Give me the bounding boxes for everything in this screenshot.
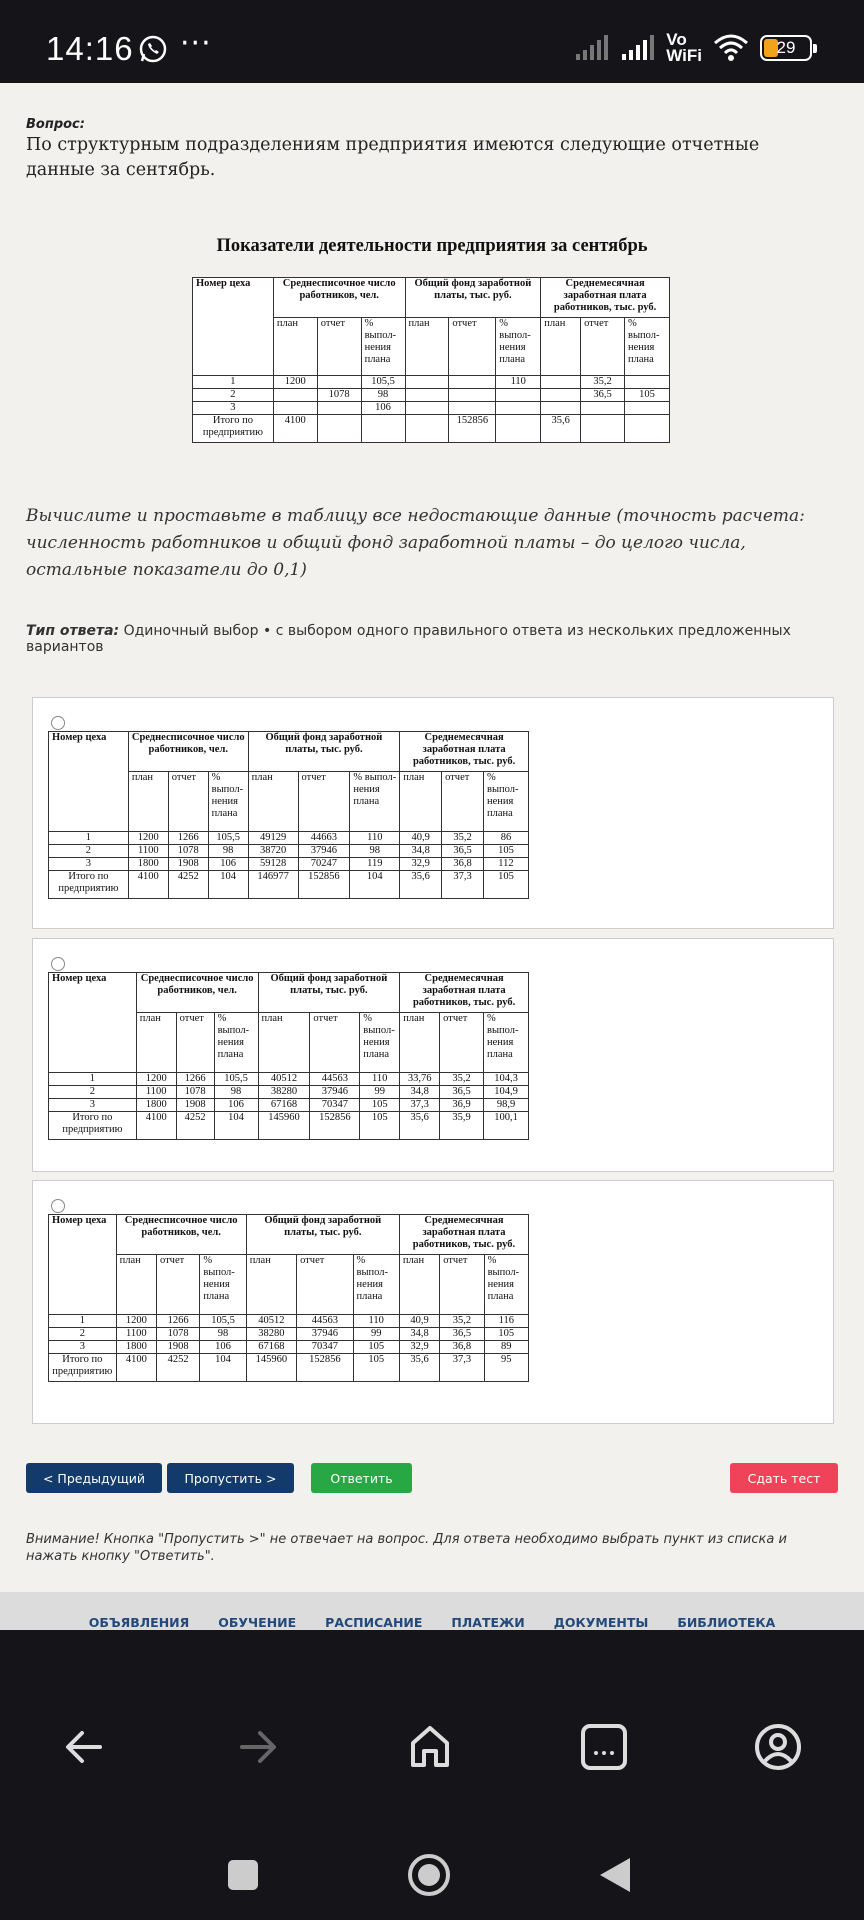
table-row (49, 1112, 529, 1140)
header-report: отчет (168, 772, 208, 832)
table-cell: 4100 (136, 1112, 176, 1140)
question-label: Вопрос: (26, 117, 85, 132)
table-cell: 40512 (258, 1073, 310, 1086)
table-row (193, 376, 670, 389)
table-row (193, 415, 670, 443)
header-salary: Среднемесячная заработная плата работников, тыс. руб. (400, 732, 529, 772)
shop-number-cell: Итого по предприятию (49, 1112, 137, 1140)
table-cell: 70247 (298, 858, 350, 871)
table-cell: 40,9 (400, 832, 442, 845)
table-cell: 145960 (246, 1354, 296, 1382)
table-cell: 1200 (116, 1315, 156, 1328)
table-cell: 105 (360, 1112, 400, 1140)
header-workers: Среднесписочное число работников, чел. (136, 973, 258, 1013)
table-cell: 40,9 (399, 1315, 439, 1328)
table-cell: 38280 (258, 1086, 310, 1099)
table-cell (624, 402, 669, 415)
table-cell (581, 402, 625, 415)
option-3-table-body (49, 1315, 529, 1382)
table-cell (581, 415, 625, 443)
table-cell (496, 389, 541, 402)
table-cell: 40512 (246, 1315, 296, 1328)
table-cell: 35,9 (440, 1112, 484, 1140)
table-cell: 1908 (176, 1099, 214, 1112)
table-cell: 32,9 (400, 858, 442, 871)
header-report: отчет (440, 1013, 484, 1073)
header-plan: план (400, 772, 442, 832)
header-workers: Среднесписочное число работников, чел. (128, 732, 248, 772)
answer-type (26, 623, 864, 655)
table-row (49, 1315, 529, 1328)
table-cell (624, 376, 669, 389)
table-cell: 100,1 (484, 1112, 529, 1140)
option-2-table (48, 972, 529, 1140)
table-row (49, 1099, 529, 1112)
question-table-body (193, 376, 670, 443)
header-plan: план (246, 1255, 296, 1315)
header-fund: Общий фонд заработной платы, тыс. руб. (258, 973, 400, 1013)
table-cell (273, 402, 317, 415)
battery-icon: 29 (760, 35, 812, 61)
table-cell: 36,5 (440, 1328, 484, 1341)
table-cell: 106 (208, 858, 248, 871)
table-cell (449, 389, 496, 402)
header-salary: Среднемесячная заработная плата работников, тыс. руб. (399, 1215, 528, 1255)
answer-option-2[interactable] (32, 938, 834, 1172)
table-cell: 106 (214, 1099, 258, 1112)
table-cell: 1266 (156, 1315, 199, 1328)
table-cell: 105,5 (361, 376, 405, 389)
table-cell: 110 (360, 1073, 400, 1086)
table-cell: 98 (361, 389, 405, 402)
header-pct: % выпол-нения плана (350, 772, 400, 832)
table-cell: 1800 (116, 1341, 156, 1354)
table-cell: 49129 (248, 832, 298, 845)
shop-number-cell: 3 (49, 1341, 117, 1354)
header-plan: план (258, 1013, 310, 1073)
shop-number-cell: 3 (49, 858, 129, 871)
shop-number-cell: Итого по предприятию (49, 1354, 117, 1382)
table-cell: 1800 (136, 1099, 176, 1112)
table-cell: 37946 (298, 845, 350, 858)
table-cell: 35,2 (440, 1073, 484, 1086)
shop-number-cell: 2 (193, 389, 274, 402)
table-cell: 105 (624, 389, 669, 402)
table-cell: 104,3 (484, 1073, 529, 1086)
table-cell: 36,5 (440, 1086, 484, 1099)
option-3-table (48, 1214, 529, 1382)
recents-square-icon[interactable] (226, 1858, 260, 1892)
table-cell: 35,6 (400, 1112, 440, 1140)
back-triangle-icon[interactable] (598, 1856, 632, 1894)
table-cell: 152856 (310, 1112, 360, 1140)
table-cell (449, 376, 496, 389)
table-cell: 1266 (176, 1073, 214, 1086)
table-cell (541, 376, 581, 389)
table-cell: 44663 (298, 832, 350, 845)
home-icon[interactable] (408, 1723, 452, 1769)
table-cell: 35,6 (400, 871, 442, 899)
header-pct: % выпол-нения плана (484, 1255, 528, 1315)
table-cell: 105,5 (208, 832, 248, 845)
table-cell: 95 (484, 1354, 528, 1382)
header-report: отчет (449, 318, 496, 376)
option-1-table (48, 731, 529, 899)
shop-number-cell: 1 (49, 832, 129, 845)
table-cell: 44563 (310, 1073, 360, 1086)
header-report: отчет (298, 772, 350, 832)
signal-icon-1 (574, 34, 610, 62)
table-cell: 35,2 (442, 832, 484, 845)
table-cell: 105 (483, 871, 528, 899)
system-nav-bar (0, 1630, 864, 1920)
back-arrow-icon[interactable] (62, 1725, 106, 1769)
table-cell: 106 (361, 402, 405, 415)
table-row (49, 1354, 529, 1382)
table-cell: 4100 (273, 415, 317, 443)
header-pct: % выпол-нения плана (214, 1013, 258, 1073)
table-cell (405, 415, 449, 443)
tabs-icon[interactable] (580, 1723, 628, 1771)
header-fund: Общий фонд заработной платы, тыс. руб. (405, 278, 541, 318)
table-cell: 98 (200, 1328, 246, 1341)
table-cell: 37946 (310, 1086, 360, 1099)
header-pct: % выпол-нения плана (360, 1013, 400, 1073)
table-cell: 1078 (168, 845, 208, 858)
table-cell: 1100 (116, 1328, 156, 1341)
header-pct: % выпол-нения плана (624, 318, 669, 376)
table-cell: 36,5 (442, 845, 484, 858)
table-cell: 35,6 (399, 1354, 439, 1382)
table-cell: 1266 (168, 832, 208, 845)
table-row (49, 832, 529, 845)
table-cell (405, 402, 449, 415)
table-cell: 67168 (246, 1341, 296, 1354)
table-cell: 1908 (156, 1341, 199, 1354)
status-right (574, 30, 812, 66)
skip-button[interactable]: Пропустить > (167, 1463, 294, 1493)
footer-link-payments[interactable]: ПЛАТЕЖИ (451, 1615, 525, 1630)
table-cell: 86 (483, 832, 528, 845)
header-report: отчет (442, 772, 484, 832)
table-cell: 112 (483, 858, 528, 871)
table-cell (273, 389, 317, 402)
header-plan: план (136, 1013, 176, 1073)
table-row (193, 389, 670, 402)
table-cell: 38280 (246, 1328, 296, 1341)
table-cell: 152856 (449, 415, 496, 443)
header-salary: Среднемесячная заработная плата работников, тыс. руб. (541, 278, 670, 318)
table-cell: 104 (214, 1112, 258, 1140)
table-cell: 67168 (258, 1099, 310, 1112)
table-cell (405, 389, 449, 402)
vowifi-label: Vo WiFi (666, 30, 702, 65)
table-cell: 1200 (136, 1073, 176, 1086)
header-plan: план (405, 318, 449, 376)
instruction-text: Вычислите и проставьте в таблицу все недостающие данные (точность расчета: численность работников и общий фонд заработной платы – до целого числа, остальные показатели до 0,1) (26, 506, 805, 580)
header-pct: % выпол-нения плана (496, 318, 541, 376)
option-1-radio[interactable] (51, 716, 65, 730)
option-2-table-body (49, 1073, 529, 1140)
table-cell: 105 (353, 1341, 399, 1354)
shop-number-cell: 1 (49, 1315, 117, 1328)
table-cell: 34,8 (399, 1328, 439, 1341)
table-cell: 36,5 (581, 389, 625, 402)
header-fund: Общий фонд заработной платы, тыс. руб. (248, 732, 400, 772)
table-cell: 146977 (248, 871, 298, 899)
header-shop: Номер цеха (49, 732, 129, 832)
table-cell: 105 (483, 845, 528, 858)
header-pct: % выпол-нения плана (484, 1013, 529, 1073)
table-row (49, 1073, 529, 1086)
table-cell: 37,3 (440, 1354, 484, 1382)
forward-arrow-icon (236, 1725, 280, 1769)
table-cell: 110 (350, 832, 400, 845)
answer-button[interactable]: Ответить (311, 1463, 412, 1493)
table-cell: 1908 (168, 858, 208, 871)
wifi-icon (712, 33, 750, 63)
table-cell: 4252 (168, 871, 208, 899)
previous-button[interactable]: < Предыдущий (26, 1463, 162, 1493)
answer-type-label: Тип ответа: (26, 623, 120, 639)
more-notifications-icon: ··· (180, 26, 212, 61)
table-cell: 98 (350, 845, 400, 858)
table-cell: 110 (353, 1315, 399, 1328)
table-cell: 37946 (297, 1328, 353, 1341)
header-report: отчет (317, 318, 361, 376)
shop-number-cell: Итого по предприятию (49, 871, 129, 899)
table-cell (317, 415, 361, 443)
header-report: отчет (176, 1013, 214, 1073)
table-cell: 105 (484, 1328, 528, 1341)
table-cell (449, 402, 496, 415)
table-cell: 106 (200, 1341, 246, 1354)
header-plan: план (400, 1013, 440, 1073)
table-row (49, 1086, 529, 1099)
shop-number-cell: 3 (193, 402, 274, 415)
table-cell: 1100 (136, 1086, 176, 1099)
question-table (192, 277, 670, 443)
table-cell: 37,3 (442, 871, 484, 899)
header-report: отчет (156, 1255, 199, 1315)
table-cell: 145960 (258, 1112, 310, 1140)
header-plan: план (541, 318, 581, 376)
table-cell: 104 (208, 871, 248, 899)
table-cell (624, 415, 669, 443)
signal-icon-2 (620, 34, 656, 62)
table-row (49, 1328, 529, 1341)
option-1-table-body (49, 832, 529, 899)
home-circle-icon[interactable] (406, 1852, 452, 1898)
header-shop: Номер цеха (193, 278, 274, 376)
table-cell: 98 (214, 1086, 258, 1099)
answer-option-3[interactable] (32, 1180, 834, 1424)
header-plan: план (248, 772, 298, 832)
shop-number-cell: 2 (49, 1086, 137, 1099)
answer-type-value: Одиночный выбор • с выбором одного правильного ответа из нескольких предложенных вариантов (26, 623, 791, 655)
table-cell: 44563 (297, 1315, 353, 1328)
shop-number-cell: 2 (49, 845, 129, 858)
footer-link-learning[interactable]: ОБУЧЕНИЕ (218, 1615, 297, 1630)
table-cell: 99 (360, 1086, 400, 1099)
table-cell: 35,2 (581, 376, 625, 389)
table-cell: 36,8 (440, 1341, 484, 1354)
table-cell: 116 (484, 1315, 528, 1328)
table-cell: 1078 (176, 1086, 214, 1099)
header-plan: план (116, 1255, 156, 1315)
table-cell: 33,76 (400, 1073, 440, 1086)
header-workers: Среднесписочное число работников, чел. (116, 1215, 246, 1255)
header-plan: план (273, 318, 317, 376)
header-fund: Общий фонд заработной платы, тыс. руб. (246, 1215, 399, 1255)
table-cell: 4100 (116, 1354, 156, 1382)
header-report: отчет (581, 318, 625, 376)
table-cell: 98 (208, 845, 248, 858)
table-cell: 152856 (298, 871, 350, 899)
table-cell: 36,8 (442, 858, 484, 871)
table-cell: 1200 (273, 376, 317, 389)
table-cell: 38720 (248, 845, 298, 858)
table-cell: 1100 (128, 845, 168, 858)
table-cell: 98,9 (484, 1099, 529, 1112)
shop-number-cell: 1 (49, 1073, 137, 1086)
header-shop: Номер цеха (49, 1215, 117, 1315)
header-pct: % выпол-нения плана (361, 318, 405, 376)
option-2-radio[interactable] (51, 957, 65, 971)
shop-number-cell: 3 (49, 1099, 137, 1112)
table-cell: 105 (360, 1099, 400, 1112)
header-pct: % выпол-нения плана (353, 1255, 399, 1315)
table-cell: 1078 (156, 1328, 199, 1341)
table-cell: 35,2 (440, 1315, 484, 1328)
table-cell: 104 (350, 871, 400, 899)
header-pct: % выпол-нения плана (200, 1255, 246, 1315)
table-cell: 1800 (128, 858, 168, 871)
table-cell: 110 (496, 376, 541, 389)
table-cell: 70347 (310, 1099, 360, 1112)
header-shop: Номер цеха (49, 973, 137, 1073)
table-cell (317, 376, 361, 389)
table-row (49, 858, 529, 871)
footer-link-schedule[interactable]: РАСПИСАНИЕ (325, 1615, 423, 1630)
table-cell: 32,9 (399, 1341, 439, 1354)
answer-option-1[interactable] (32, 697, 834, 929)
table-cell: 104 (200, 1354, 246, 1382)
table-cell: 1078 (317, 389, 361, 402)
whatsapp-icon (138, 34, 168, 64)
table-cell: 34,8 (400, 1086, 440, 1099)
table-cell: 36,9 (440, 1099, 484, 1112)
figure-title: Показатели деятельности предприятия за сентябрь (216, 236, 648, 256)
table-cell (405, 376, 449, 389)
table-cell: 4252 (156, 1354, 199, 1382)
profile-icon[interactable] (754, 1723, 802, 1771)
table-cell: 70347 (297, 1341, 353, 1354)
table-cell: 99 (353, 1328, 399, 1341)
table-cell (541, 402, 581, 415)
table-cell: 1200 (128, 832, 168, 845)
header-workers: Среднесписочное число работников, чел. (273, 278, 405, 318)
table-cell: 89 (484, 1341, 528, 1354)
table-cell: 152856 (297, 1354, 353, 1382)
header-report: отчет (440, 1255, 484, 1315)
table-cell: 4100 (128, 871, 168, 899)
table-cell (496, 415, 541, 443)
header-salary: Среднемесячная заработная плата работников, тыс. руб. (400, 973, 529, 1013)
header-pct: % выпол-нения плана (208, 772, 248, 832)
table-row (193, 402, 670, 415)
table-cell: 105,5 (214, 1073, 258, 1086)
header-report: отчет (310, 1013, 360, 1073)
table-cell: 59128 (248, 858, 298, 871)
footer-link-library[interactable]: БИБЛИОТЕКА (677, 1615, 776, 1630)
footer-link-announcements[interactable]: ОБЪЯВЛЕНИЯ (88, 1615, 190, 1630)
table-cell: 4252 (176, 1112, 214, 1140)
option-3-radio[interactable] (51, 1199, 65, 1213)
table-cell: 37,3 (400, 1099, 440, 1112)
table-row (49, 1341, 529, 1354)
question-text: По структурным подразделениям предприятия имеются следующие отчетные данные за сентябрь. (26, 135, 760, 180)
header-pct: % выпол-нения плана (483, 772, 528, 832)
table-cell (361, 415, 405, 443)
warning-text: Внимание! Кнопка "Пропустить >" не отвечает на вопрос. Для ответа необходимо выбрать пункт из списка и нажать кнопку "Ответить". (26, 1532, 787, 1564)
footer-link-documents[interactable]: ДОКУМЕНТЫ (553, 1615, 649, 1630)
header-plan: план (128, 772, 168, 832)
table-cell (317, 402, 361, 415)
table-row (49, 871, 529, 899)
table-cell: 104,9 (484, 1086, 529, 1099)
table-cell: 35,6 (541, 415, 581, 443)
table-cell (541, 389, 581, 402)
table-cell: 105 (353, 1354, 399, 1382)
header-report: отчет (297, 1255, 353, 1315)
shop-number-cell: 1 (193, 376, 274, 389)
shop-number-cell: Итого по предприятию (193, 415, 274, 443)
status-time: 14:16 (46, 30, 134, 67)
status-bar (0, 0, 864, 83)
submit-test-button[interactable]: Сдать тест (730, 1463, 838, 1493)
table-cell: 34,8 (400, 845, 442, 858)
table-cell (496, 402, 541, 415)
table-cell: 105,5 (200, 1315, 246, 1328)
table-cell: 119 (350, 858, 400, 871)
header-plan: план (399, 1255, 439, 1315)
table-row (49, 845, 529, 858)
shop-number-cell: 2 (49, 1328, 117, 1341)
